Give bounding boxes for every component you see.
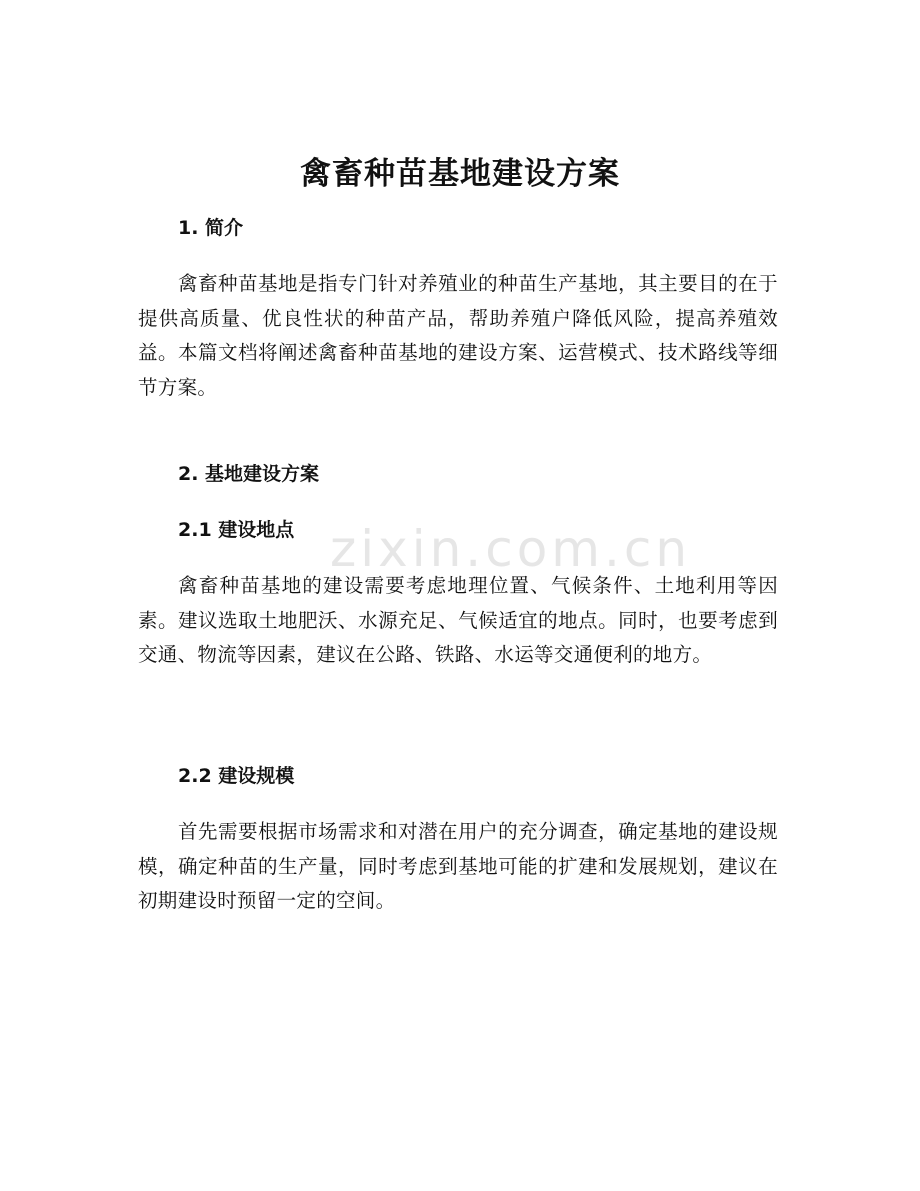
section-paragraph-scale: 首先需要根据市场需求和对潜在用户的充分调查，确定基地的建设规模，确定种苗的生产量，同时考虑到基地可能的扩建和发展规划，建议在初期建设时预留一定的空间。 [138, 820, 778, 912]
watermark: zixin.com.cn [330, 520, 692, 578]
section-heading-location: 2.1 建设地点 [178, 519, 295, 541]
section-heading-intro: 1. 简介 [178, 217, 244, 239]
section-paragraph-location: 禽畜种苗基地的建设需要考虑地理位置、气候条件、土地利用等因素。建议选取土地肥沃、水源充足、气候适宜的地点。同时，也要考虑到交通、物流等因素，建议在公路、铁路、水运等交通便利的地方。 [138, 574, 778, 666]
document-title: 禽畜种苗基地建设方案 [300, 156, 620, 192]
section-paragraph-intro: 禽畜种苗基地是指专门针对养殖业的种苗生产基地，其主要目的在于提供高质量、优良性状的种苗产品，帮助养殖户降低风险，提高养殖效益。本篇文档将阐述禽畜种苗基地的建设方案、运营模式、技术路线等细节方案。 [138, 272, 778, 399]
section-heading-scale: 2.2 建设规模 [178, 765, 295, 787]
section-heading-construction-plan: 2. 基地建设方案 [178, 463, 320, 485]
